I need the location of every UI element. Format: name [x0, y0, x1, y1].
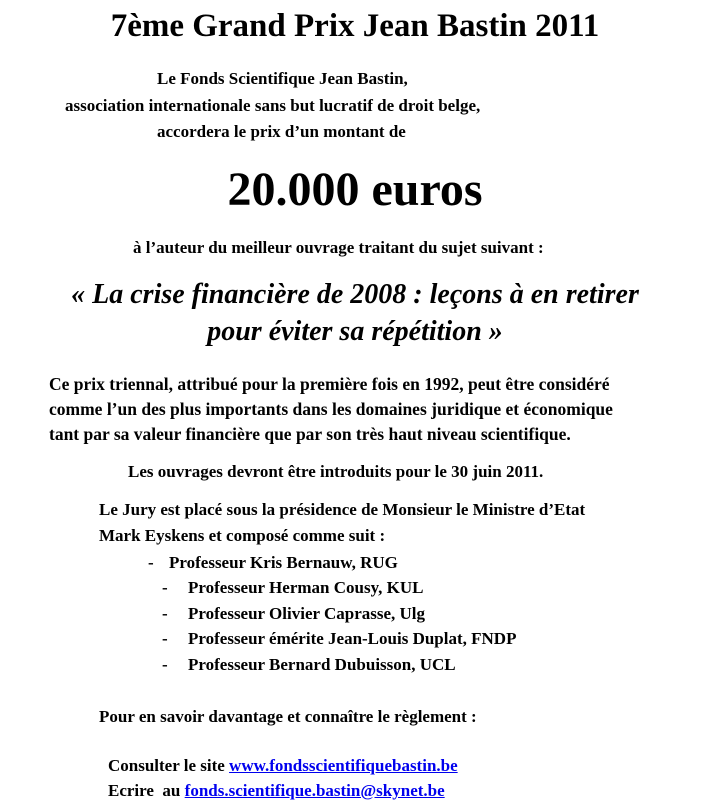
intro-line-3: accordera le prix d’un montant de — [157, 122, 406, 141]
prize-amount: 20.000 euros — [227, 163, 483, 216]
email-link[interactable]: fonds.scientifique.bastin@skynet.be — [184, 781, 445, 800]
intro-line-1: Le Fonds Scientifique Jean Bastin, — [157, 69, 408, 88]
site-line — [108, 755, 458, 777]
jury-member: Professeur Olivier Caprasse, Ulg — [188, 604, 426, 623]
jury-member: Professeur émérite Jean-Louis Duplat, FNDP — [188, 629, 517, 648]
subject-line-2: pour éviter sa répétition » — [207, 316, 503, 347]
subject-line-1: « La crise financière de 2008 : leçons à en retirer — [71, 279, 639, 310]
jury-member: Professeur Herman Cousy, KUL — [188, 578, 424, 597]
description-line-1: Ce prix triennal, attribué pour la première fois en 1992, peut être considéré — [49, 374, 610, 394]
list-bullet: - — [162, 655, 168, 674]
email-label: Ecrire au — [108, 781, 181, 800]
intro-line-2: association internationale sans but lucratif de droit belge, — [65, 96, 481, 115]
jury-intro-line-1: Le Jury est placé sous la présidence de Monsieur le Ministre d’Etat — [99, 500, 586, 519]
jury-intro-line-2: Mark Eyskens et composé comme suit : — [99, 526, 386, 545]
description-line-3: tant par sa valeur financière que par son très haut niveau scientifique. — [49, 424, 571, 444]
email-line — [108, 780, 445, 802]
list-bullet: - — [162, 629, 168, 648]
page-title: 7ème Grand Prix Jean Bastin 2011 — [110, 8, 600, 44]
list-bullet: - — [162, 604, 168, 623]
jury-member: Professeur Bernard Dubuisson, UCL — [188, 655, 456, 674]
more-info-text: Pour en savoir davantage et connaître le règlement : — [99, 707, 477, 726]
list-bullet: - — [162, 578, 168, 597]
website-link[interactable]: www.fondsscientifiquebastin.be — [229, 756, 458, 775]
lead-text: à l’auteur du meilleur ouvrage traitant du sujet suivant : — [133, 238, 544, 257]
site-label: Consulter le site — [108, 756, 225, 775]
list-bullet: - — [148, 553, 154, 572]
description-line-2: comme l’un des plus importants dans les domaines juridique et économique — [49, 399, 613, 419]
deadline-text: Les ouvrages devront être introduits pour le 30 juin 2011. — [128, 462, 544, 481]
jury-member: Professeur Kris Bernauw, RUG — [169, 553, 398, 572]
